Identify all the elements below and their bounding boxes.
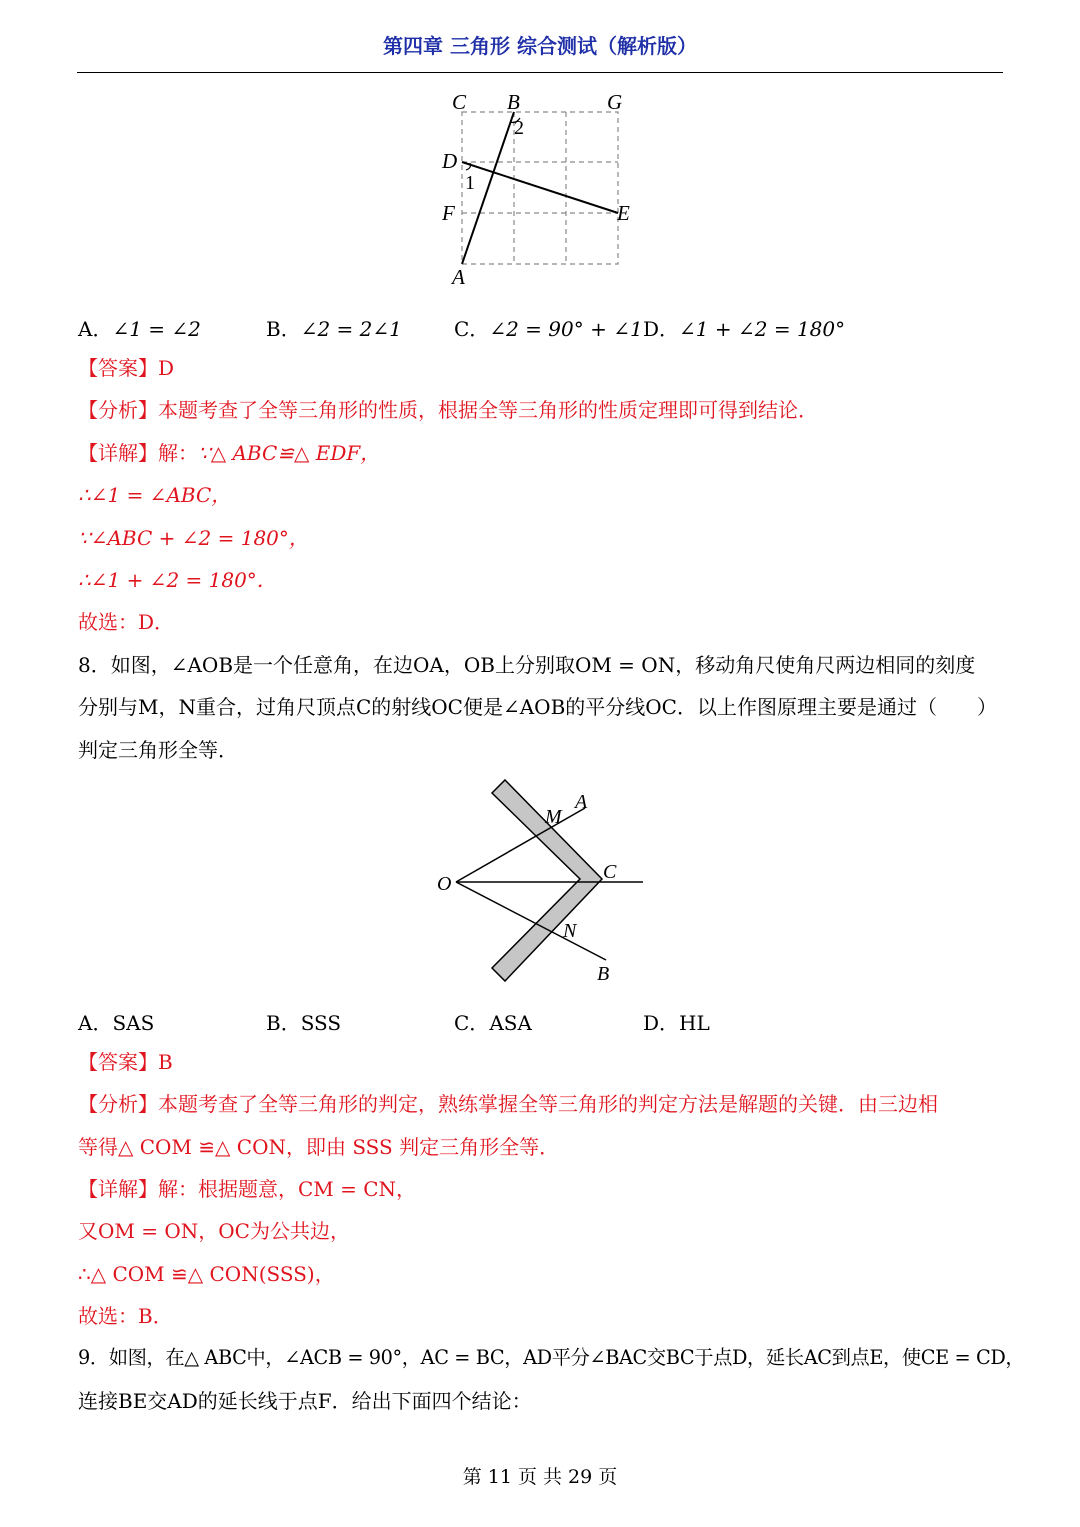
q8-analysis-line-2: 等得△ COM ≌△ CON，即由 SSS 判定三角形全等．	[78, 1135, 560, 1159]
q7-option-d: D．∠1 + ∠2 = 180°	[643, 317, 846, 341]
label-angle-1: 1	[465, 172, 475, 194]
header-rule	[77, 72, 1003, 73]
q7-answer: 【答案】D	[78, 356, 175, 380]
q8-detail: 【详解】解：根据题意，CM = CN，	[78, 1177, 417, 1201]
label-g: G	[607, 90, 623, 114]
label-c: C	[452, 90, 467, 114]
q7-option-a: A．∠1 = ∠2	[78, 317, 201, 341]
page-footer: 第 11 页 共 29 页	[462, 1466, 618, 1488]
q7-option-b: B．∠2 = 2∠1	[266, 317, 402, 341]
q9-stem-line-1: 9．如图，在△ ABC中，∠ACB = 90°，AC = BC，AD平分∠BAC交BC于点D，延长AC到点E，使CE = CD，	[78, 1346, 1025, 1369]
label-o: O	[437, 873, 452, 895]
q8-answer: 【答案】B	[78, 1050, 173, 1074]
figure-grid-lines	[430, 88, 650, 293]
q8-step-2: ∴△ COM ≌△ CON(SSS)，	[78, 1262, 335, 1286]
q7-step-3: ∴∠1 + ∠2 = 180°．	[78, 568, 277, 592]
q7-detail	[78, 441, 380, 465]
label-f: F	[442, 201, 455, 225]
label-b: B	[597, 963, 610, 985]
label-a: A	[452, 265, 465, 289]
q7-step-1: ∴∠1 = ∠ABC，	[78, 483, 232, 507]
q8-analysis-line-1: 【分析】本题考查了全等三角形的判定，熟练掌握全等三角形的判定方法是解题的关键．由三边相	[78, 1092, 938, 1116]
q8-stem-line-1: 8．如图，∠AOB是一个任意角，在边OA，OB上分别取OM = ON，移动角尺使角尺两边相同的刻度	[78, 653, 976, 677]
line-de	[462, 162, 618, 213]
q7-option-c: C．∠2 = 90° + ∠1	[454, 317, 643, 341]
label-b: B	[507, 90, 520, 114]
q7-detail-first: ∵△ ABC≌△ EDF，	[198, 441, 381, 465]
label-m: M	[545, 806, 562, 828]
q8-option-b: B．SSS	[266, 1011, 342, 1035]
q8-option-d: D．HL	[643, 1011, 710, 1035]
q8-choose: 故选：B．	[78, 1304, 173, 1328]
q8-option-a: A．SAS	[78, 1011, 155, 1035]
q8-stem-line-2: 分别与M，N重合，过角尺顶点C的射线OC便是∠AOB的平分线OC．以上作图原理主要是通过（ ）	[78, 695, 997, 719]
q7-analysis: 【分析】本题考查了全等三角形的性质，根据全等三角形的性质定理即可得到结论．	[78, 398, 818, 422]
figure-angle-square	[425, 770, 655, 985]
q8-stem-line-3: 判定三角形全等．	[78, 738, 238, 762]
q7-step-2: ∵∠ABC + ∠2 = 180°，	[78, 526, 309, 550]
q8-option-c: C．ASA	[454, 1011, 532, 1035]
label-angle-2: 2	[514, 117, 524, 139]
q8-step-1: 又OM = ON，OC为公共边，	[78, 1219, 350, 1243]
q7-detail-label: 【详解】解：	[78, 441, 198, 465]
q7-choose: 故选：D．	[78, 610, 175, 634]
label-c: C	[603, 861, 617, 883]
label-a: A	[575, 791, 588, 813]
q9-stem-line-2: 连接BE交AD的延长线于点F．给出下面四个结论：	[78, 1389, 532, 1413]
label-e: E	[617, 201, 630, 225]
label-n: N	[563, 920, 577, 942]
label-d: D	[442, 149, 458, 173]
page-header: 第四章 三角形 综合测试（解析版）	[383, 34, 697, 58]
